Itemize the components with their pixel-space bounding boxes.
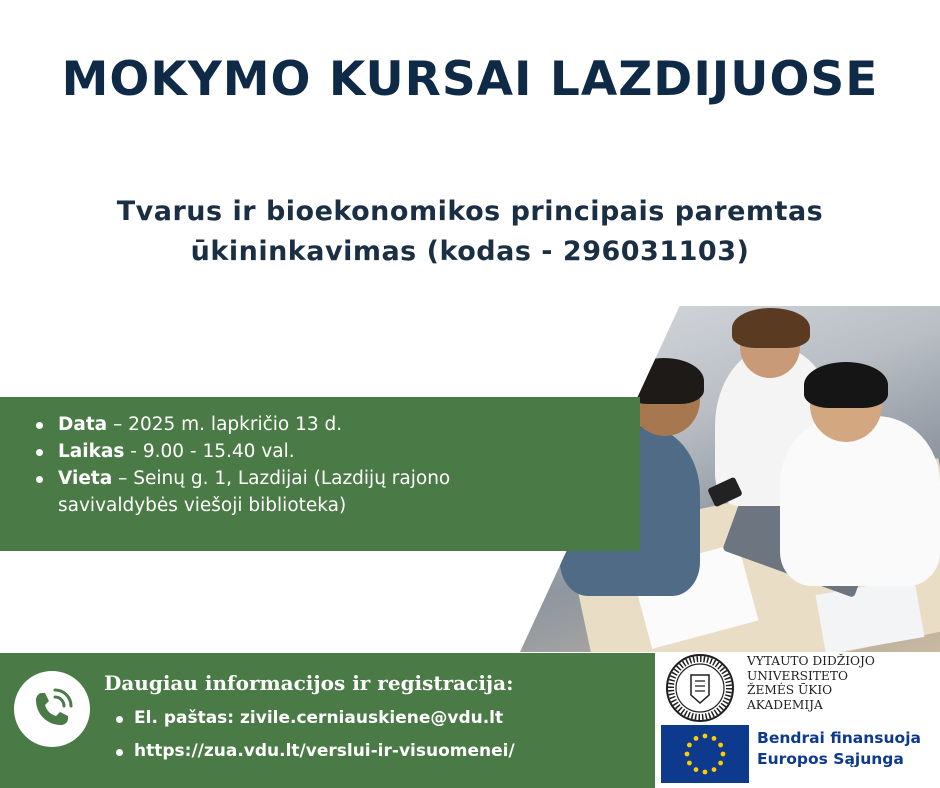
phone-call-icon <box>14 671 90 747</box>
eu-funding-text <box>757 728 937 770</box>
date-label: Data <box>58 414 108 435</box>
university-seal-icon <box>665 653 735 723</box>
eu-line-2: Europos Sąjunga <box>757 750 904 768</box>
university-line-2: UNIVERSITETO <box>747 668 848 683</box>
subtitle-line-2: ūkininkavimas (kodas - 296031103) <box>190 236 750 267</box>
details-date <box>30 411 550 438</box>
time-label: Laikas <box>58 441 125 462</box>
details-time <box>30 438 550 465</box>
details-list <box>30 411 550 519</box>
eu-line-1: Bendrai finansuoja <box>757 729 921 747</box>
contact-heading: Daugiau informacijos ir registracija: <box>104 671 514 695</box>
date-value: – 2025 m. lapkričio 13 d. <box>107 414 343 435</box>
contact-url[interactable]: https://zua.vdu.lt/verslui-ir-visuomenei/ <box>112 735 632 768</box>
university-line-3: ŽEMĖS ŪKIO <box>747 683 833 697</box>
eu-flag-icon <box>661 725 749 783</box>
photo-person-right <box>780 416 940 586</box>
place-value: – Seinų g. 1, Lazdijai (Lazdijų rajono savivaldybės viešoji biblioteka) <box>58 468 451 516</box>
place-label: Vieta <box>58 468 113 489</box>
subtitle-line-1: Tvarus ir bioekonomikos principais paremtas <box>116 196 824 227</box>
contact-email[interactable]: El. paštas: zivile.cerniauskiene@vdu.lt <box>112 702 632 735</box>
photo-hair-center <box>732 308 810 348</box>
university-line-1: VYTAUTO DIDŽIOJO <box>747 654 875 668</box>
page-title: MOKYMO KURSAI LAZDIJUOSE <box>61 52 879 107</box>
time-value: - 9.00 - 15.40 val. <box>124 441 295 462</box>
photo-hair-right <box>804 362 888 408</box>
partner-logos <box>655 653 940 788</box>
university-line-4: AKADEMIJA <box>747 697 823 712</box>
contact-list <box>112 702 632 768</box>
details-place <box>30 465 550 519</box>
course-subtitle <box>60 192 880 272</box>
university-name <box>747 654 937 712</box>
